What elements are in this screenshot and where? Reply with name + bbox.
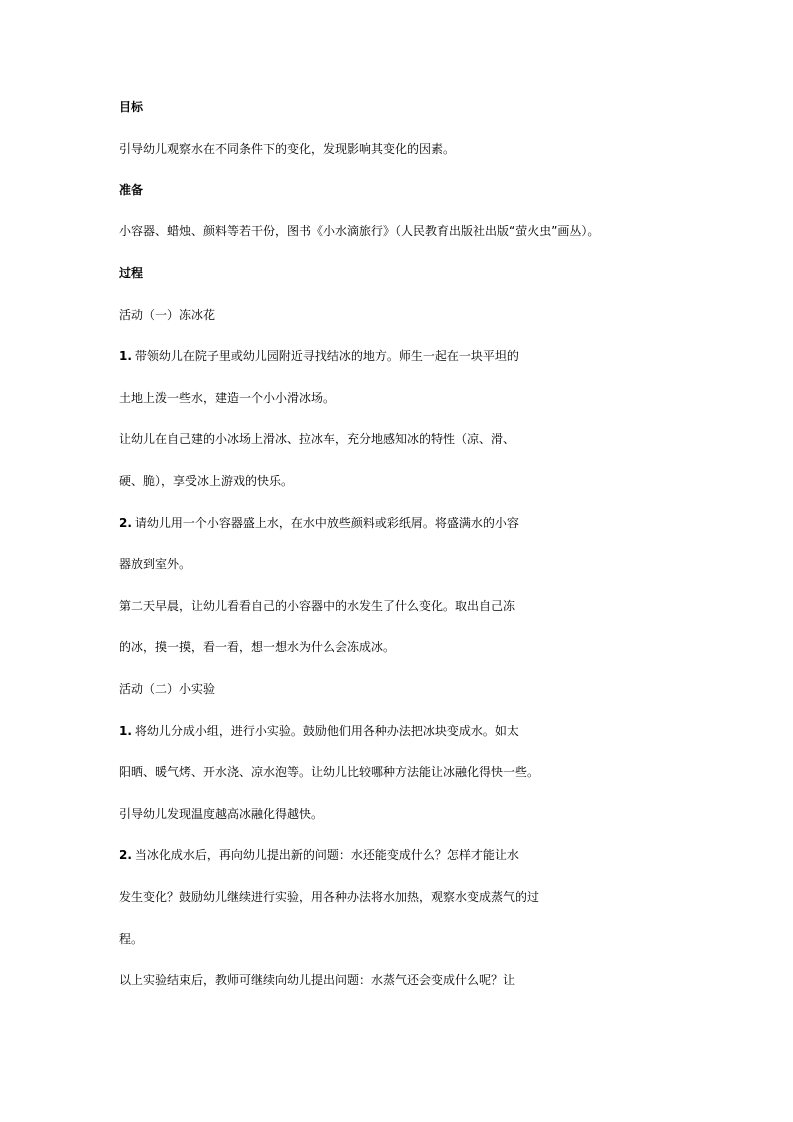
activity1-step2-line1 xyxy=(119,515,519,531)
activity1-step2-line2: 器放到室外。 xyxy=(119,557,192,571)
step-number: 2. xyxy=(119,516,132,530)
activity1-step1-line3: 让幼儿在自己建的小冰场上滑冰、拉冰车，充分地感知冰的特性（凉、滑、 xyxy=(119,432,516,446)
activity1-step1-line1 xyxy=(119,348,519,364)
goal-heading: 目标 xyxy=(119,100,144,114)
paragraph-text: 带领幼儿在院子里或幼儿园附近寻找结冰的地方。师生一起在一块平坦的 xyxy=(134,349,519,363)
activity1-step1-line2: 土地上泼一些水，建造一个小小滑冰场。 xyxy=(119,391,336,405)
process-heading: 过程 xyxy=(119,266,144,280)
activity2-step2-line1 xyxy=(119,847,519,863)
prep-text: 小容器、蜡烛、颜料等若干份，图书《小水滴旅行》（人民教育出版社出版“萤火虫”画丛）。 xyxy=(119,224,600,238)
activity2-step1-line3: 引导幼儿发现温度越高冰融化得越快。 xyxy=(119,807,324,821)
step-number: 1. xyxy=(119,349,132,363)
activity2-step2-line4: 以上实验结束后，教师可继续向幼儿提出问题：水蒸气还会变成什么呢？让 xyxy=(119,973,516,987)
activity2-step2-line3: 程。 xyxy=(119,932,144,946)
prep-heading: 准备 xyxy=(119,183,144,197)
activity1-step2-line3: 第二天早晨，让幼儿看看自己的小容器中的水发生了什么变化。取出自己冻 xyxy=(119,599,516,613)
paragraph-text: 请幼儿用一个小容器盛上水，在水中放些颜料或彩纸屑。将盛满水的小容 xyxy=(134,516,519,530)
activity1-step1-line4: 硬、脆），享受冰上游戏的快乐。 xyxy=(119,474,294,488)
step-number: 2. xyxy=(119,848,132,862)
paragraph-text: 将幼儿分成小组，进行小实验。鼓励他们用各种办法把冰块变成水。如太 xyxy=(134,724,519,738)
activity2-step1-line1 xyxy=(119,723,519,739)
activity1-title: 活动（一）冻冰花 xyxy=(119,308,216,322)
paragraph-text: 当冰化成水后，再向幼儿提出新的问题：水还能变成什么？怎样才能让水 xyxy=(134,848,519,862)
activity2-step2-line2: 发生变化？鼓励幼儿继续进行实验，用各种办法将水加热，观察水变成蒸气的过 xyxy=(119,890,540,904)
step-number: 1. xyxy=(119,724,132,738)
activity1-step2-line4: 的冰，摸一摸，看一看，想一想水为什么会冻成冰。 xyxy=(119,640,396,654)
activity2-title: 活动（二）小实验 xyxy=(119,682,216,696)
activity2-step1-line2: 阳晒、暖气烤、开水浇、凉水泡等。让幼儿比较哪种方法能让冰融化得快一些。 xyxy=(119,765,540,779)
goal-text: 引导幼儿观察水在不同条件下的变化，发现影响其变化的因素。 xyxy=(119,142,456,156)
